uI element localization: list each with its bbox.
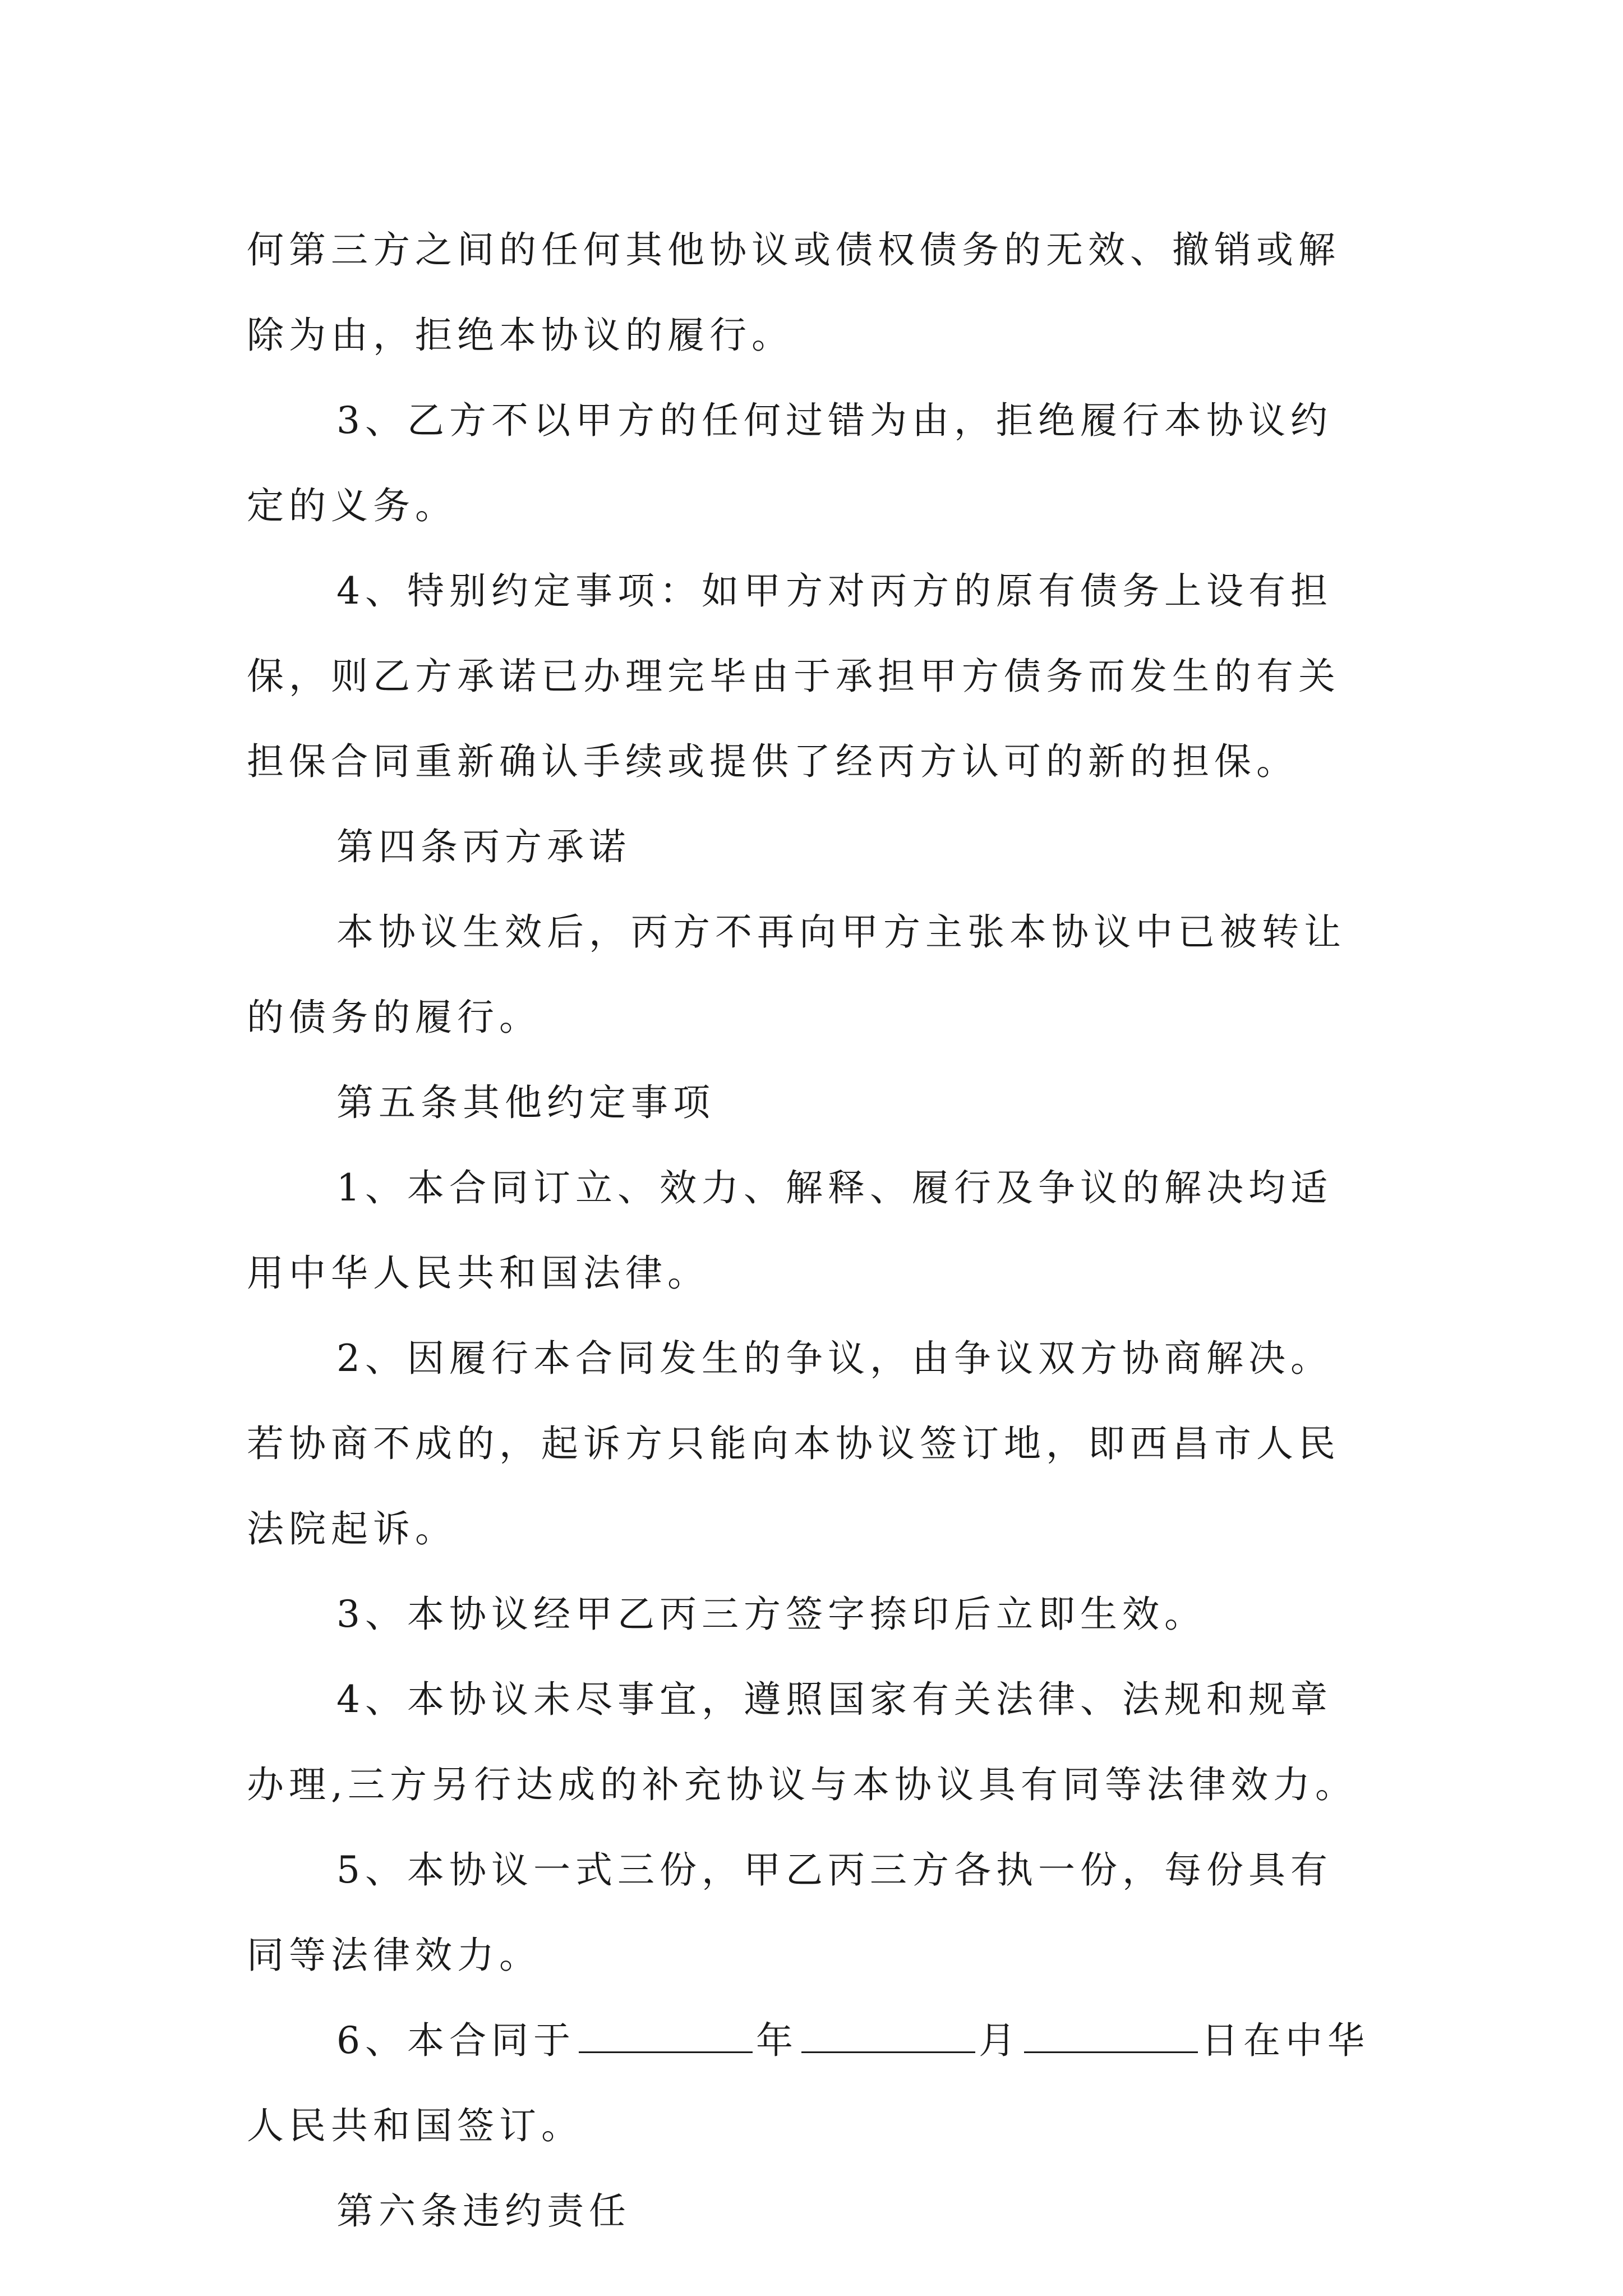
year-label: 年	[756, 2019, 798, 2062]
heading-text: 第六条违约责任	[336, 2189, 631, 2233]
text-line: 本协议生效后，丙方不再向甲方主张本协议中已被转让	[336, 910, 1346, 954]
text-line: 1、本合同订立、效力、解释、履行及争议的解决均适	[336, 1166, 1332, 1209]
text-line: 2、因履行本合同发生的争议，由争议双方协商解决。	[336, 1337, 1332, 1380]
text-line: 定的义务。	[247, 484, 457, 527]
paragraph-clause-3	[247, 378, 1380, 549]
text-line: 3、本协议经甲乙丙三方签字捺印后立即生效。	[336, 1593, 1206, 1636]
section-heading-article-6	[247, 2169, 1380, 2254]
text-line: 保，则乙方承诺已办理完毕由于承担甲方债务而发生的有关	[247, 655, 1340, 698]
text-line: 3、乙方不以甲方的任何过错为由，拒绝履行本协议约	[336, 399, 1332, 442]
text-line: 法院起诉。	[247, 1507, 457, 1550]
signing-prefix: 6、本合同于	[336, 2019, 575, 2062]
heading-text: 第五条其他约定事项	[336, 1081, 715, 1124]
day-suffix: 日在中华	[1201, 2019, 1370, 2062]
heading-text: 第四条丙方承诺	[336, 825, 631, 868]
paragraph-article-5-item-2	[247, 1316, 1380, 1572]
year-blank-field[interactable]	[579, 2018, 753, 2053]
text-line: 5、本协议一式三份，甲乙丙三方各执一份，每份具有	[336, 1848, 1332, 1892]
paragraph-article-5-item-3	[247, 1572, 1380, 1657]
text-line: 担保合同重新确认手续或提供了经丙方认可的新的担保。	[247, 740, 1298, 783]
paragraph-article-5-item-4	[247, 1657, 1380, 1828]
text-line: 除为由，拒绝本协议的履行。	[247, 314, 794, 357]
paragraph-article-5-item-5	[247, 1828, 1380, 1998]
text-line: 办理,三方另行达成的补充协议与本协议具有同等法律效力。	[247, 1763, 1357, 1806]
contract-text	[247, 208, 1380, 2254]
text-line: 何第三方之间的任何其他协议或债权债务的无效、撤销或解	[247, 228, 1340, 272]
text-line: 人民共和国签订。	[247, 2104, 583, 2147]
section-heading-article-4	[247, 804, 1380, 890]
text-line: 用中华人民共和国法律。	[247, 1251, 709, 1295]
month-label: 月	[979, 2019, 1021, 2062]
month-blank-field[interactable]	[801, 2018, 975, 2053]
day-blank-field[interactable]	[1024, 2018, 1198, 2053]
text-line: 同等法律效力。	[247, 1934, 541, 1977]
paragraph-clause-4	[247, 549, 1380, 804]
section-heading-article-5	[247, 1060, 1380, 1145]
paragraph-invalidity-clause	[247, 208, 1380, 378]
text-line: 4、本协议未尽事宜，遵照国家有关法律、法规和规章	[336, 1678, 1332, 1721]
signing-date-line	[247, 1998, 1380, 2083]
text-line: 的债务的履行。	[247, 996, 541, 1039]
paragraph-signing-clause	[247, 1998, 1380, 2169]
text-line: 4、特别约定事项：如甲方对丙方的原有债务上设有担	[336, 569, 1332, 613]
paragraph-article-4-body	[247, 890, 1380, 1060]
text-line: 若协商不成的，起诉方只能向本协议签订地，即西昌市人民	[247, 1422, 1340, 1465]
paragraph-article-5-item-1	[247, 1145, 1380, 1316]
